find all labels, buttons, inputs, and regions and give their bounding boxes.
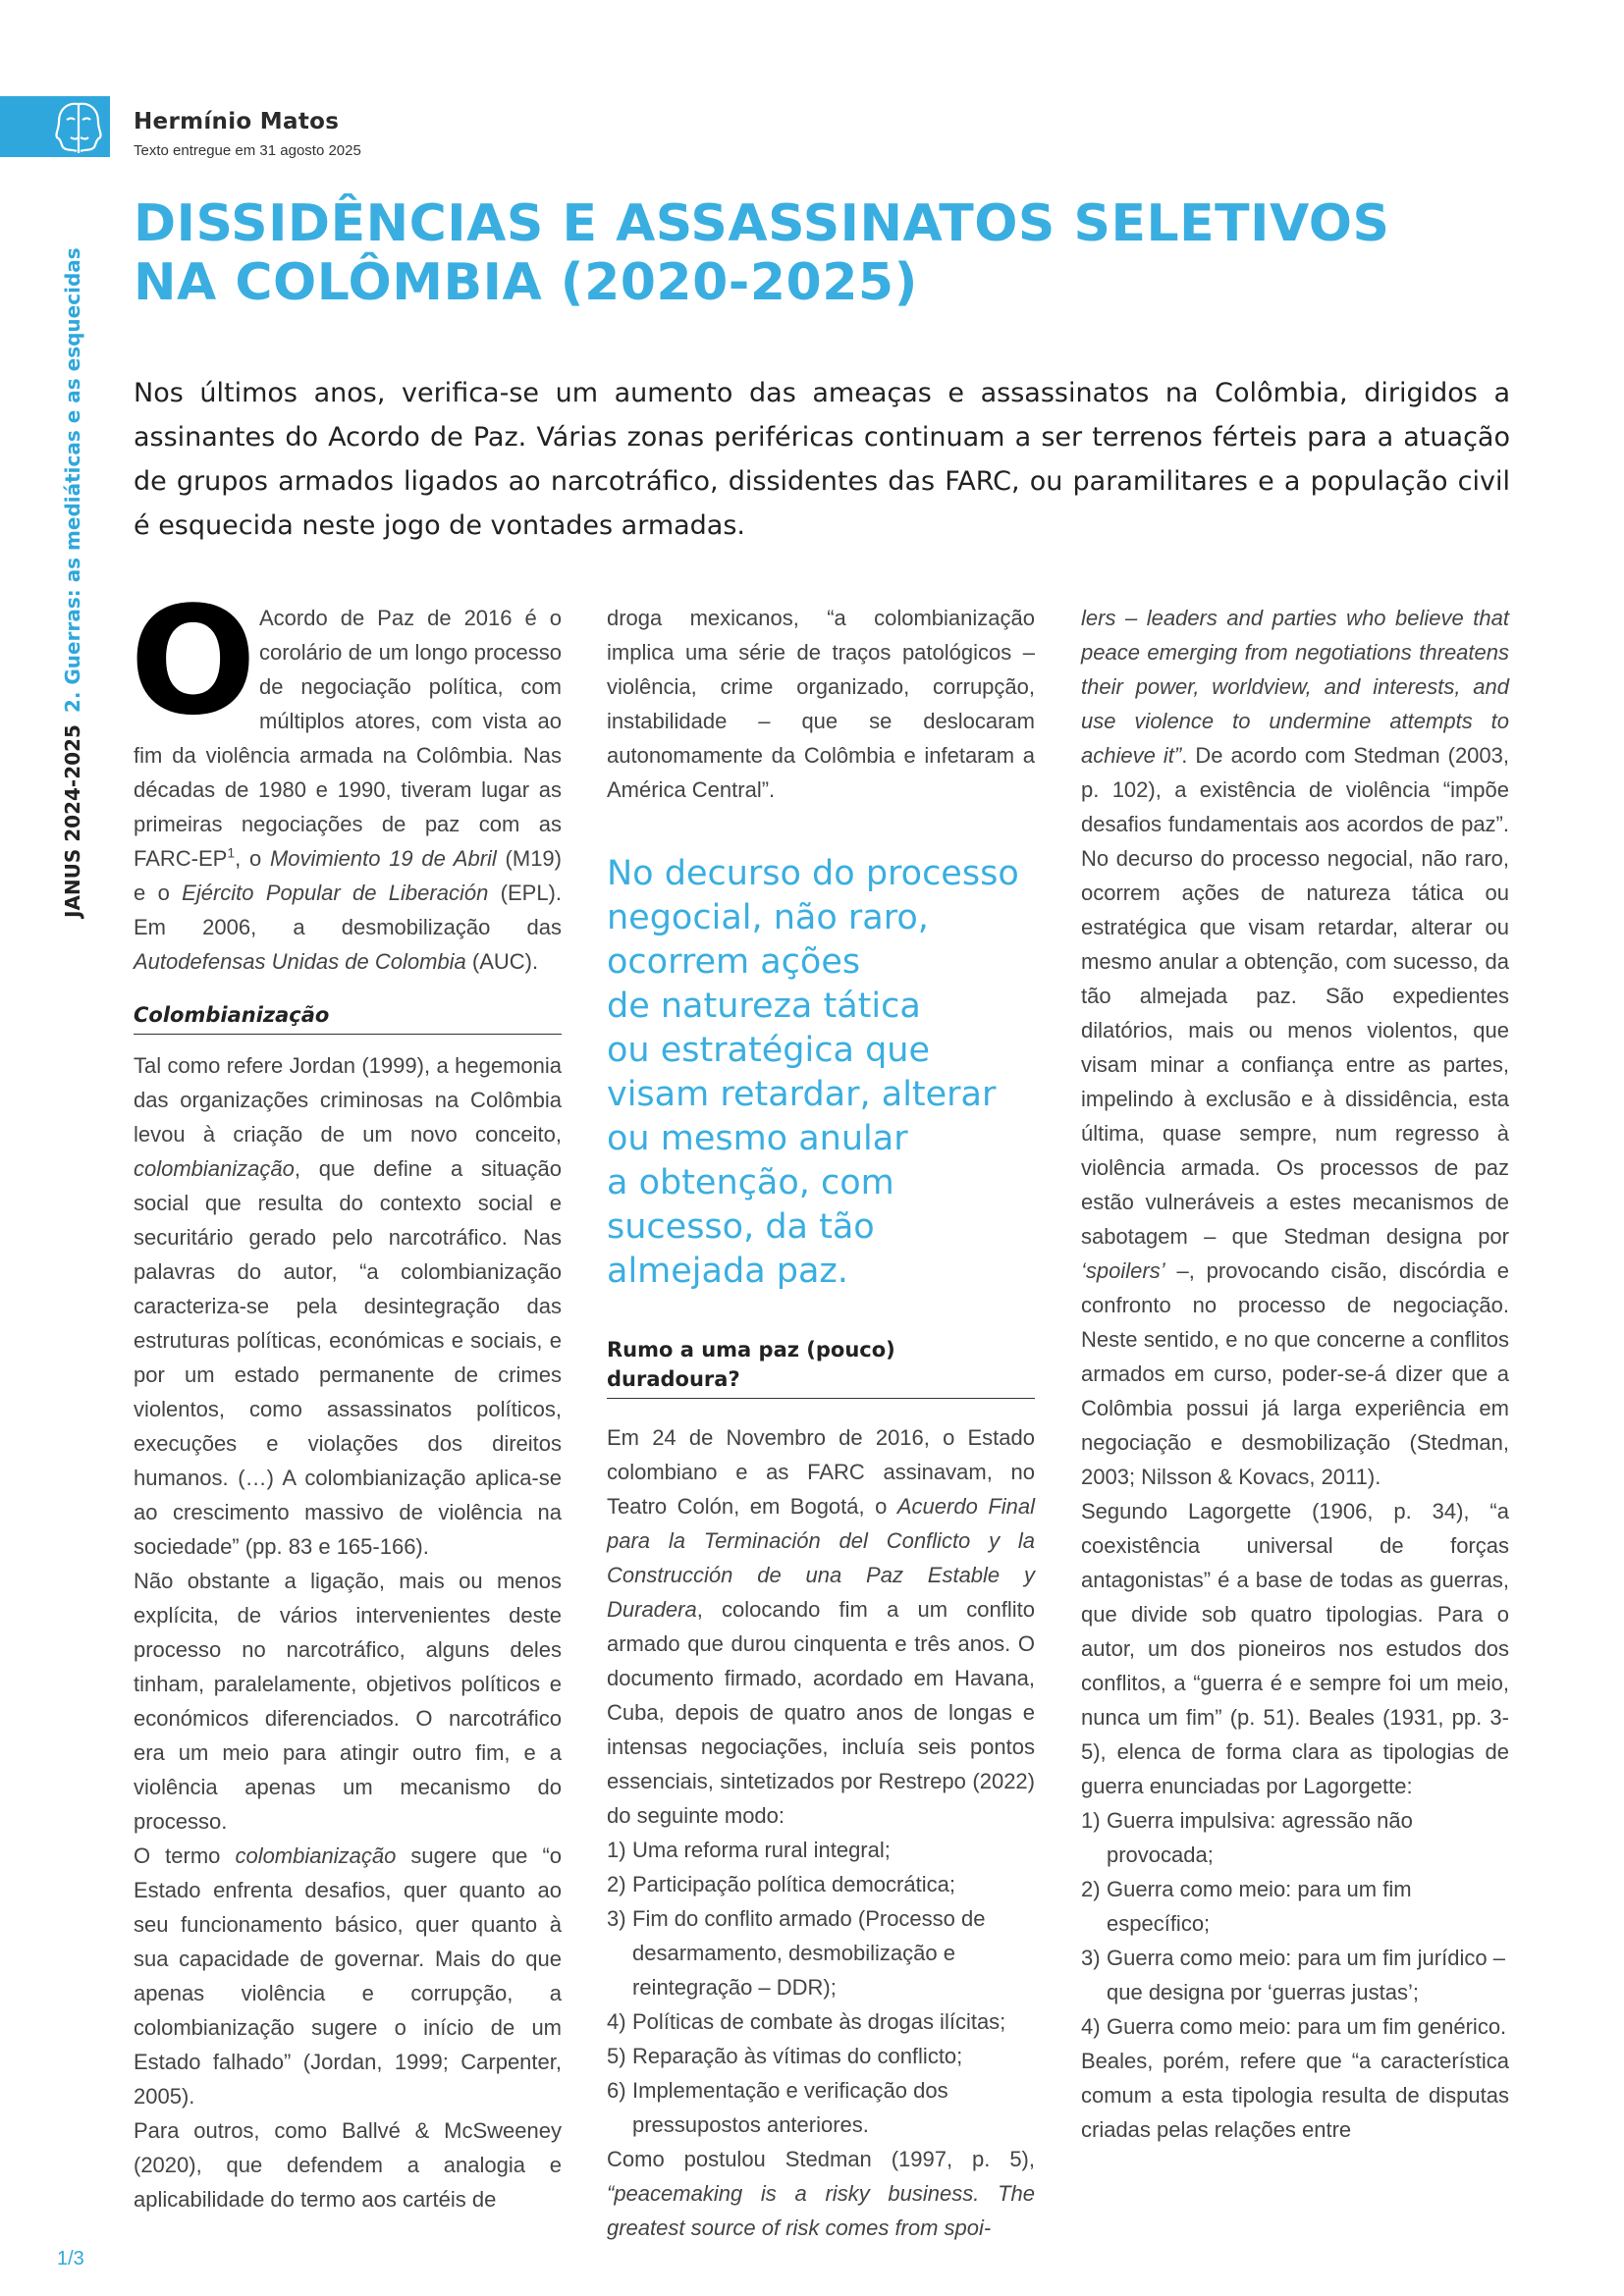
list-item [607,1867,1035,1901]
list-item [607,2004,1035,2039]
list-item [1081,1941,1509,2009]
italic-run: Ejército Popular de Liberación [182,881,489,905]
journal-label: JANUS 2024-2025 [61,724,84,918]
italic-run: Acuerdo Final para la Terminación del Conflicto y la Construcción de una Paz Estable y Duradera [607,1494,1035,1622]
text-run: Tal como refere Jordan (1999), a hegemonia das organizações criminosas na Colômbia levou à criação de um novo conceito, [134,1053,562,1147]
list-item [607,2073,1035,2142]
page-number: 1/3 [57,2248,84,2269]
list-item [1081,1872,1509,1941]
text-run: O termo [134,1843,236,1868]
janus-faces-logo-icon [47,96,110,157]
list-number: 3) [1081,1946,1101,1970]
pull-quote-line: negocial, não raro, [607,898,929,937]
list-number: 1) [607,1838,626,1862]
list-number: 5) [607,2044,626,2068]
pull-quote-line: almejada paz. [607,1252,848,1291]
body-paragraph: Beales, porém, refere que “a característica comum a esta tipologia resulta de disputas criadas pelas relações entre [1081,2049,1509,2142]
list-text: Guerra como meio: para um fim específico; [1107,1877,1412,1936]
text-run: , o [235,846,270,871]
list-item [607,2039,1035,2073]
column-1 [130,574,563,2216]
pull-quote-line: ou mesmo anular [607,1119,908,1158]
text-run: , que define a situação social que resulta do contexto social e securitário gerado pelo narcotráfico. Nas palavras do autor, “a colombianização caracteriza-se pela desintegração das estruturas políticas, económicas e sociais, e por um estado permanente de crimes violentos, como assassinatos políticos, execuções e violações dos direitos humanos. (…) A colombianização aplica-se ao crescimento massivo de violência na sociedade” (pp. 83 e 165-166). [134,1156,562,1559]
list-text: Guerra como meio: para um fim jurídico – que designa por ‘guerras justas’; [1107,1946,1505,2004]
italic-run: colombianização [134,1156,295,1181]
list-item [607,1901,1035,2004]
body-paragraph: droga mexicanos, “a colombianização implica uma série de traços patológicos – violência, crime organizado, corrupção, instabilidade – que se deslocaram autonomamente da Colômbia e infetaram a América Central”. [607,606,1035,802]
title-line: NA COLÔMBIA (2020-2025) [134,253,918,312]
column-2 [607,601,1035,2245]
list-text: Guerra como meio: para um fim genérico. [1107,2014,1507,2039]
list-number: 2) [607,1872,626,1896]
body-paragraph [607,2142,1035,2245]
pull-quote-line: de natureza tática [607,987,921,1026]
war-types-list [1081,1803,1509,2044]
drop-cap: O [130,574,257,748]
list-number: 6) [607,2078,626,2103]
list-text: Reparação às vítimas do conflicto; [632,2044,963,2068]
text-run: Acordo de Paz de 2016 é o corolário de um longo processo de negociação política, com múltiplos atores, com vista ao fim da violência armada na Colômbia. Nas décadas de 1980 e 1990, tiveram lugar as primeiras negociações de paz com as FARC-EP [134,606,562,871]
pull-quote-line: sucesso, da tão [607,1207,875,1247]
list-number: 2) [1081,1877,1101,1901]
section-heading: Rumo a uma paz (pouco) duradoura? [607,1335,1035,1399]
list-text: Uma reforma rural integral; [632,1838,891,1862]
list-number: 4) [607,2009,626,2034]
column-3 [1081,601,1509,2147]
list-text: Participação política democrática; [632,1872,955,1896]
text-run: (M19) e o [134,846,562,905]
opening-paragraph [130,574,562,979]
list-text: Implementação e verificação dos pressupostos anteriores. [632,2078,948,2137]
italic-run: Movimiento 19 de Abril [269,846,497,871]
pull-quote-line: No decurso do processo [607,854,1019,893]
pull-quote-line: ou estratégica que [607,1031,930,1070]
body-paragraph [607,1420,1035,1833]
pull-quote [607,852,1035,1294]
italic-run: Autodefensas Unidas de Colombia [134,949,466,974]
text-run: Em 24 de Novembro de 2016, o Estado colombiano e as FARC assinavam, no Teatro Colón, em Bogotá, o [607,1425,1035,1519]
text-run: (AUC). [465,949,539,974]
list-item [1081,2009,1509,2044]
text-run: –, provocando cisão, discórdia e confronto no processo de negociação. Neste sentido, e no que concerne a conflitos armados em curso, poder-se-á dizer que a Colômbia possui já larga experiência em negociação e desmobilização (Stedman, 2003; Nilsson & Kovacs, 2011). [1081,1258,1509,1489]
italic-run: “peacemaking is a risky business. The greatest source of risk comes from spoi- [607,2181,1035,2240]
text-run: . De acordo com Stedman (2003, p. 102), a existência de violência “impõe desafios fundamentais aos acordos de paz”. No decurso do processo negocial, não raro, ocorrem ações de natureza tática ou estratégica que visam retardar, alterar ou mesmo anular a obtenção, com sucesso, da tão almejada paz. São expedientes dilatórios, mais ou menos violentos, que visam minar a confiança entre as partes, impelindo à exclusão e à dissidência, esta última, quase sempre, num regresso à violência armada. Os processos de paz estão vulneráveis a estes mecanismos de sabotagem – que Stedman designa por [1081,743,1509,1249]
text-run: , colocando fim a um conflito armado que durou cinquenta e três anos. O documento firmado, acordado em Havana, Cuba, depois de quatro anos de longas e intensas negociações, incluía seis pontos essenciais, sintetizados por Restrepo (2022) do seguinte modo: [607,1597,1035,1828]
italic-run: ‘spoilers’ [1081,1258,1165,1283]
text-run: Como postulou Stedman (1997, p. 5), [607,2147,1035,2171]
body-paragraph: Segundo Lagorgette (1906, p. 34), “a coexistência universal de forças antagonistas” é a base de todas as guerras, que divide sob quatro tipologias. Para o autor, um dos pioneiros nos estudos dos conflitos, a “guerra é e sempre foi um meio, nunca um fim” (p. 51). Beales (1931, pp. 3-5), elenca de forma clara as tipologias de guerra enunciadas por Lagorgette: [1081,1499,1509,1798]
pull-quote-line: visam retardar, alterar [607,1075,997,1114]
title-line: DISSIDÊNCIAS E ASSASSINATOS SELETIVOS [134,194,1390,253]
accord-points-list [607,1833,1035,2142]
footnote-ref[interactable]: 1 [227,844,236,861]
body-paragraph: Para outros, como Ballvé & McSweeney (2020), que defendem a analogia e aplicabilidade do termo aos cartéis de [134,2118,562,2212]
side-section-label [61,247,84,918]
italic-run: colombianização [235,1843,397,1868]
article-title [134,194,1389,312]
body-paragraph [134,1048,562,1564]
list-number: 4) [1081,2014,1101,2039]
pull-quote-line: ocorrem ações [607,942,861,982]
section-heading: Colombianização [134,1000,562,1035]
list-text: Fim do conflito armado (Processo de desarmamento, desmobilização e reintegração – DDR); [632,1906,986,2000]
submission-date: Texto entregue em 31 agosto 2025 [134,142,361,159]
section-label: 2. Guerras: as mediáticas e as esquecidas [61,247,84,714]
text-run: (EPL). Em 2006, a desmobilização das [134,881,562,939]
list-item [607,1833,1035,1867]
author-name: Hermínio Matos [134,109,340,134]
italic-run: lers – leaders and parties who believe that peace emerging from negotiations threatens their power, worldview, and interests, and use violence to undermine attempts to achieve it” [1081,606,1509,768]
body-paragraph: Não obstante a ligação, mais ou menos explícita, de vários intervenientes deste processo no narcotráfico, alguns deles tinham, paralelamente, objetivos políticos e económicos diferenciados. O narcotráfico era um meio para atingir outro fim, e a violência apenas um mecanismo do processo. [134,1569,562,1834]
list-number: 3) [607,1906,626,1931]
pull-quote-line: a obtenção, com [607,1163,894,1202]
list-text: Guerra impulsiva: agressão não provocada; [1107,1808,1413,1867]
list-text: Políticas de combate às drogas ilícitas; [632,2009,1006,2034]
body-paragraph [1081,601,1509,1494]
lead-paragraph: Nos últimos anos, verifica-se um aumento das ameaças e assassinatos na Colômbia, dirigidos a assinantes do Acordo de Paz. Várias zonas periféricas continuam a ser terrenos férteis para a atuação de grupos armados ligados ao narcotráfico, dissidentes das FARC, ou paramilitares e a população civil é esquecida neste jogo de vontades armadas. [134,378,1510,541]
list-number: 1) [1081,1808,1101,1833]
body-paragraph [134,1839,562,2113]
list-item [1081,1803,1509,1872]
text-run: sugere que “o Estado enfrenta desafios, quer quanto ao seu funcionamento básico, quer quanto à sua capacidade de governar. Mais do que apenas violência e corrupção, a colombianização sugere o início de um Estado falhado” (Jordan, 1999; Carpenter, 2005). [134,1843,563,2109]
